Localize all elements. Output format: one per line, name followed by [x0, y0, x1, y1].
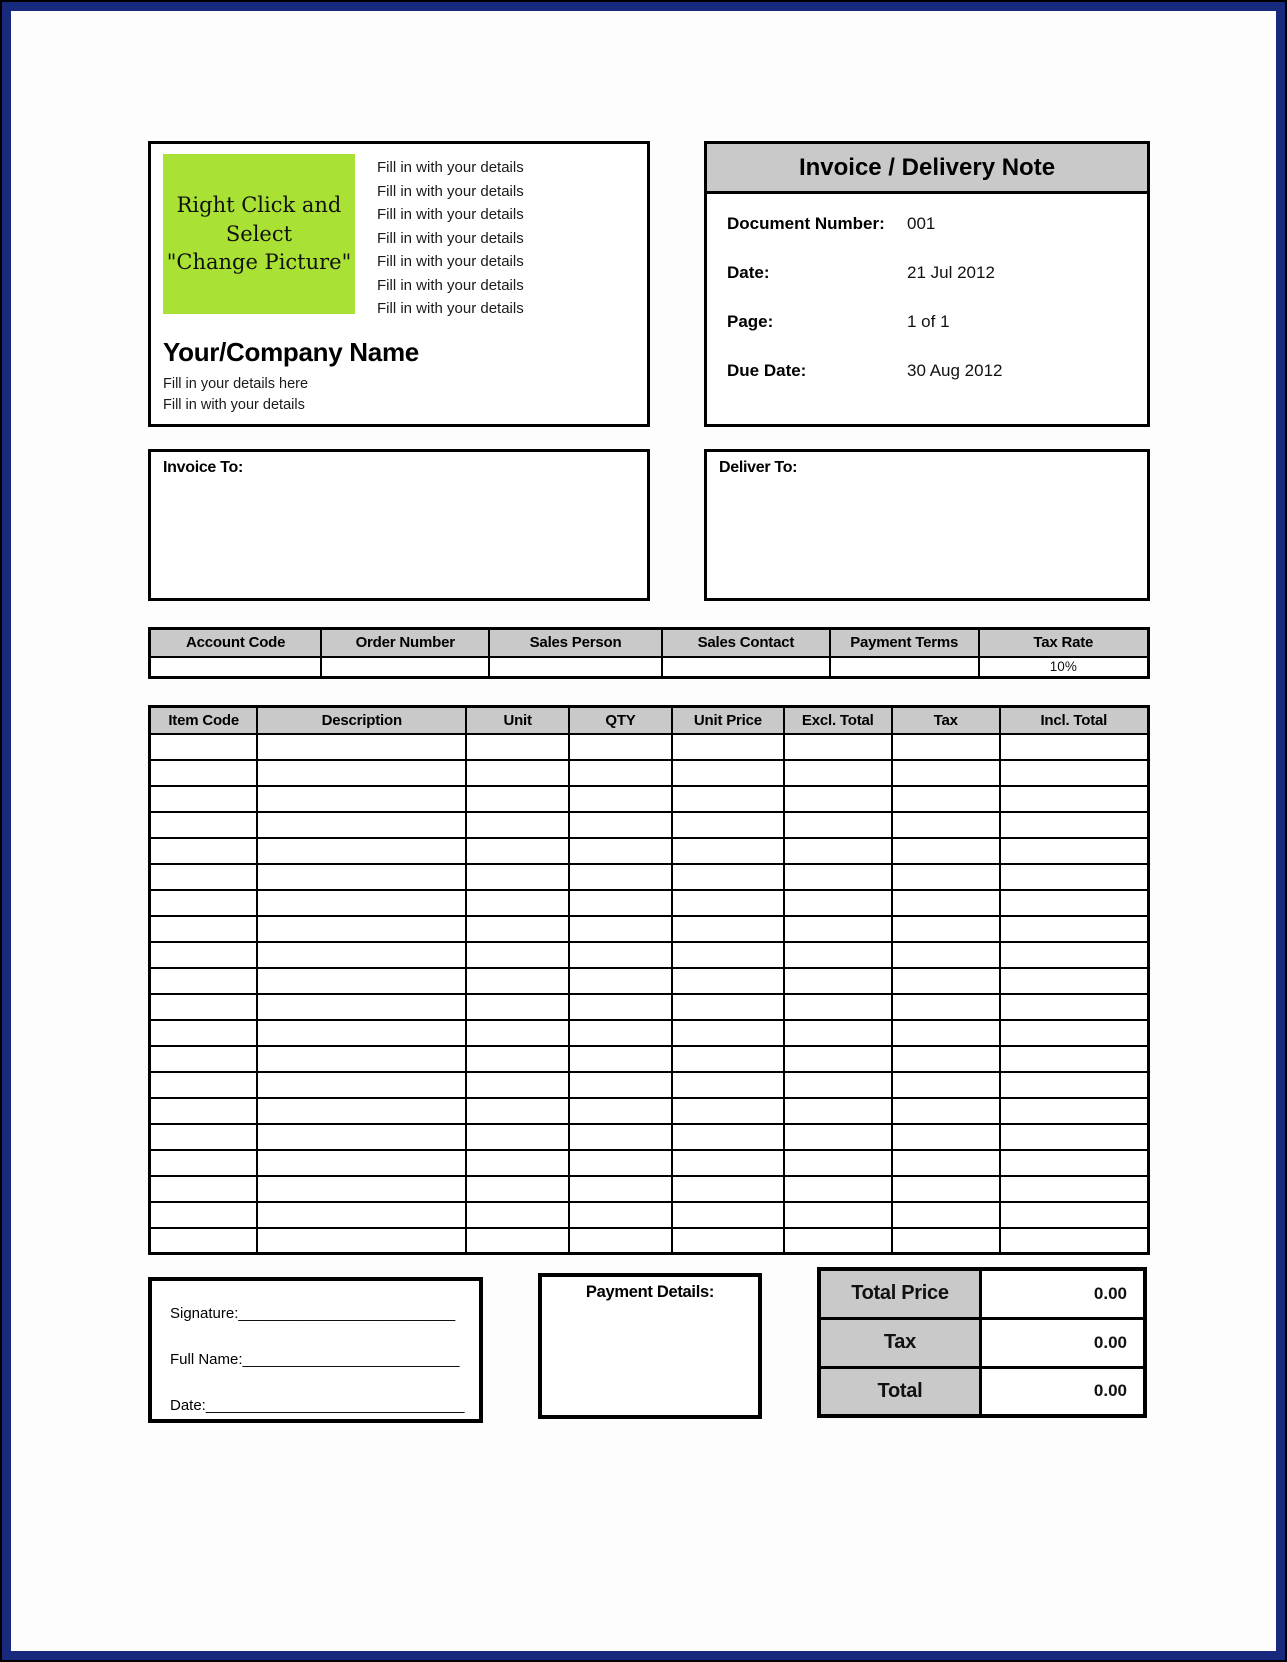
unit-cell — [466, 812, 569, 838]
deliver-to-box — [704, 449, 1150, 601]
placeholder-image-text-line: Select — [225, 221, 293, 246]
unit-price-cell — [672, 1150, 784, 1176]
description-cell — [257, 994, 466, 1020]
signature-box — [148, 1277, 483, 1423]
incl-total-cell — [1000, 1072, 1149, 1098]
document-header-box — [704, 141, 1150, 427]
qty-cell — [569, 864, 672, 890]
qty-cell — [569, 838, 672, 864]
tax-cell — [892, 1124, 1000, 1150]
unit-cell — [466, 916, 569, 942]
account-terms-header-row — [150, 629, 1149, 657]
unit-cell — [466, 1020, 569, 1046]
document-field-row — [727, 361, 1147, 410]
totals-row — [819, 1318, 1145, 1367]
line-items-header-cell: Incl. Total — [1000, 707, 1149, 734]
line-item-row — [150, 812, 1149, 838]
unit-price-cell — [672, 838, 784, 864]
excl-total-cell — [784, 994, 892, 1020]
qty-cell — [569, 1228, 672, 1254]
incl-total-cell — [1000, 786, 1149, 812]
line-item-row — [150, 786, 1149, 812]
company-name: Your/Company Name — [163, 336, 419, 367]
unit-price-cell — [672, 994, 784, 1020]
qty-cell — [569, 1072, 672, 1098]
company-detail-line: Fill in with your details — [377, 182, 524, 200]
totals-table — [817, 1267, 1147, 1418]
tax-cell — [892, 1176, 1000, 1202]
payment-details-label: Payment Details: — [585, 1283, 715, 1301]
tax-cell — [892, 1202, 1000, 1228]
description-cell — [257, 916, 466, 942]
line-items-header-cell: Description — [257, 707, 466, 734]
qty-cell — [569, 1150, 672, 1176]
company-detail-line: Fill in with your details — [377, 159, 524, 176]
unit-cell — [466, 734, 569, 760]
unit-price-cell — [672, 1228, 784, 1254]
description-cell — [257, 1072, 466, 1098]
item-code-cell — [150, 838, 258, 864]
company-header-box — [148, 141, 650, 427]
unit-cell — [466, 1046, 569, 1072]
document-field-row — [727, 263, 1147, 312]
qty-cell — [569, 1098, 672, 1124]
company-detail-line: Fill in with your details — [377, 206, 524, 223]
totals-row — [819, 1269, 1145, 1318]
document-field-value: 21 Jul 2012 — [907, 263, 995, 282]
unit-cell — [466, 1098, 569, 1124]
line-item-row — [150, 968, 1149, 994]
unit-cell — [466, 1228, 569, 1254]
unit-price-cell — [672, 1124, 784, 1150]
tax-cell — [892, 864, 1000, 890]
totals-row-value: 0.00 — [980, 1318, 1145, 1367]
unit-cell — [466, 994, 569, 1020]
unit-cell — [466, 968, 569, 994]
unit-price-cell — [672, 812, 784, 838]
item-code-cell — [150, 1202, 258, 1228]
unit-cell — [466, 1124, 569, 1150]
unit-cell — [466, 760, 569, 786]
line-item-row — [150, 1072, 1149, 1098]
change-picture-placeholder-image — [163, 154, 355, 314]
document-field-value: 30 Aug 2012 — [907, 361, 1003, 380]
account-terms-data-row — [150, 657, 1149, 678]
document-field-row — [727, 312, 1147, 361]
incl-total-cell — [1000, 1228, 1149, 1254]
excl-total-cell — [784, 786, 892, 812]
account-terms-data-cell — [662, 657, 830, 678]
account-terms-data-cell — [830, 657, 979, 678]
line-item-row — [150, 890, 1149, 916]
line-items-header-cell: Tax — [892, 707, 1000, 734]
line-item-row — [150, 838, 1149, 864]
totals-table-wrap — [817, 1267, 1147, 1418]
incl-total-cell — [1000, 760, 1149, 786]
item-code-cell — [150, 994, 258, 1020]
placeholder-image-text-line: "Change Picture" — [166, 250, 352, 275]
document-title: Invoice / Delivery Note — [707, 144, 1147, 194]
totals-row-label: Total Price — [819, 1269, 980, 1318]
line-items-header-cell: Excl. Total — [784, 707, 892, 734]
account-terms-header-cell: Tax Rate — [979, 629, 1149, 657]
account-terms-data-cell — [321, 657, 489, 678]
incl-total-cell — [1000, 1176, 1149, 1202]
tax-cell — [892, 812, 1000, 838]
line-item-row — [150, 1202, 1149, 1228]
qty-cell — [569, 786, 672, 812]
account-terms-header-cell: Sales Person — [489, 629, 662, 657]
excl-total-cell — [784, 760, 892, 786]
incl-total-cell — [1000, 1150, 1149, 1176]
excl-total-cell — [784, 812, 892, 838]
account-terms-table — [148, 627, 1150, 679]
payment-details-box — [538, 1273, 762, 1419]
invoice-to-label: Invoice To: — [163, 459, 243, 476]
tax-cell — [892, 942, 1000, 968]
qty-cell — [569, 1124, 672, 1150]
unit-price-cell — [672, 916, 784, 942]
company-detail-line: Fill in with your details — [377, 300, 524, 317]
description-cell — [257, 1124, 466, 1150]
account-terms-header-cell: Order Number — [321, 629, 489, 657]
item-code-cell — [150, 812, 258, 838]
document-field-value: 1 of 1 — [907, 312, 950, 331]
incl-total-cell — [1000, 916, 1149, 942]
qty-cell — [569, 1020, 672, 1046]
item-code-cell — [150, 1124, 258, 1150]
incl-total-cell — [1000, 864, 1149, 890]
incl-total-cell — [1000, 1046, 1149, 1072]
account-terms-data-cell — [150, 657, 322, 678]
unit-price-cell — [672, 890, 784, 916]
line-items-header-cell: Item Code — [150, 707, 258, 734]
description-cell — [257, 864, 466, 890]
item-code-cell — [150, 1176, 258, 1202]
invoice-to-box — [148, 449, 650, 601]
item-code-cell — [150, 1098, 258, 1124]
qty-cell — [569, 916, 672, 942]
description-cell — [257, 1202, 466, 1228]
unit-cell — [466, 864, 569, 890]
incl-total-cell — [1000, 1098, 1149, 1124]
totals-row-label: Total — [819, 1367, 980, 1416]
line-item-row — [150, 942, 1149, 968]
qty-cell — [569, 1202, 672, 1228]
document-field-label: Page: — [727, 312, 774, 331]
excl-total-cell — [784, 1176, 892, 1202]
excl-total-cell — [784, 890, 892, 916]
excl-total-cell — [784, 734, 892, 760]
line-item-row — [150, 1228, 1149, 1254]
line-item-row — [150, 994, 1149, 1020]
item-code-cell — [150, 1046, 258, 1072]
company-sub-lines — [163, 374, 635, 416]
incl-total-cell — [1000, 942, 1149, 968]
description-cell — [257, 1150, 466, 1176]
line-items-body — [150, 734, 1149, 1254]
description-cell — [257, 760, 466, 786]
excl-total-cell — [784, 1072, 892, 1098]
unit-cell — [466, 786, 569, 812]
account-terms-table-wrap — [148, 627, 1150, 679]
line-items-header-cell: QTY — [569, 707, 672, 734]
company-sub-line: Fill in your details here — [163, 375, 309, 392]
excl-total-cell — [784, 838, 892, 864]
qty-cell — [569, 1176, 672, 1202]
company-sub-line: Fill in with your details — [163, 396, 305, 413]
incl-total-cell — [1000, 812, 1149, 838]
account-terms-header-cell: Sales Contact — [662, 629, 830, 657]
line-items-table — [148, 705, 1150, 1255]
item-code-cell — [150, 1020, 258, 1046]
unit-price-cell — [672, 1176, 784, 1202]
unit-price-cell — [672, 942, 784, 968]
line-item-row — [150, 1098, 1149, 1124]
company-detail-line: Fill in with your details — [377, 276, 524, 294]
incl-total-cell — [1000, 1124, 1149, 1150]
tax-cell — [892, 734, 1000, 760]
item-code-cell — [150, 942, 258, 968]
line-item-row — [150, 916, 1149, 942]
line-items-header-cell: Unit Price — [672, 707, 784, 734]
description-cell — [257, 838, 466, 864]
unit-cell — [466, 890, 569, 916]
account-terms-header-cell: Payment Terms — [830, 629, 979, 657]
description-cell — [257, 968, 466, 994]
description-cell — [257, 890, 466, 916]
tax-cell — [892, 968, 1000, 994]
qty-cell — [569, 812, 672, 838]
item-code-cell — [150, 864, 258, 890]
incl-total-cell — [1000, 1202, 1149, 1228]
account-terms-header-cell: Account Code — [150, 629, 322, 657]
unit-cell — [466, 942, 569, 968]
incl-total-cell — [1000, 890, 1149, 916]
account-terms-data-cell: 10% — [979, 657, 1149, 678]
company-detail-line: Fill in with your details — [377, 253, 524, 270]
line-item-row — [150, 1176, 1149, 1202]
totals-row-label: Tax — [819, 1318, 980, 1367]
item-code-cell — [150, 1150, 258, 1176]
line-item-row — [150, 760, 1149, 786]
description-cell — [257, 1020, 466, 1046]
item-code-cell — [150, 734, 258, 760]
excl-total-cell — [784, 916, 892, 942]
item-code-cell — [150, 968, 258, 994]
qty-cell — [569, 942, 672, 968]
unit-price-cell — [672, 864, 784, 890]
company-detail-line: Fill in with your details — [377, 229, 524, 247]
totals-row — [819, 1367, 1145, 1416]
excl-total-cell — [784, 1124, 892, 1150]
tax-cell — [892, 1046, 1000, 1072]
excl-total-cell — [784, 968, 892, 994]
tax-cell — [892, 786, 1000, 812]
qty-cell — [569, 760, 672, 786]
line-item-row — [150, 1020, 1149, 1046]
account-terms-data-cell — [489, 657, 662, 678]
item-code-cell — [150, 786, 258, 812]
description-cell — [257, 812, 466, 838]
excl-total-cell — [784, 1046, 892, 1072]
unit-price-cell — [672, 1046, 784, 1072]
document-field-label: Date: — [727, 263, 770, 282]
line-items-header-cell: Unit — [466, 707, 569, 734]
signature-line: Signature:__________________________ — [170, 1305, 456, 1322]
tax-cell — [892, 916, 1000, 942]
excl-total-cell — [784, 942, 892, 968]
tax-cell — [892, 1098, 1000, 1124]
incl-total-cell — [1000, 994, 1149, 1020]
unit-price-cell — [672, 1098, 784, 1124]
item-code-cell — [150, 916, 258, 942]
description-cell — [257, 1228, 466, 1254]
line-item-row — [150, 1124, 1149, 1150]
excl-total-cell — [784, 1098, 892, 1124]
unit-price-cell — [672, 734, 784, 760]
qty-cell — [569, 1046, 672, 1072]
excl-total-cell — [784, 1202, 892, 1228]
incl-total-cell — [1000, 838, 1149, 864]
unit-cell — [466, 1176, 569, 1202]
unit-price-cell — [672, 1020, 784, 1046]
excl-total-cell — [784, 864, 892, 890]
description-cell — [257, 1098, 466, 1124]
incl-total-cell — [1000, 734, 1149, 760]
deliver-to-label: Deliver To: — [719, 459, 798, 476]
tax-cell — [892, 890, 1000, 916]
company-header-top — [163, 154, 635, 321]
document-fields — [707, 194, 1147, 410]
description-cell — [257, 786, 466, 812]
document-field-label: Due Date: — [727, 361, 807, 380]
totals-row-value: 0.00 — [980, 1269, 1145, 1318]
qty-cell — [569, 994, 672, 1020]
document-field-label: Document Number: — [727, 214, 885, 233]
item-code-cell — [150, 890, 258, 916]
totals-row-value: 0.00 — [980, 1367, 1145, 1416]
description-cell — [257, 734, 466, 760]
unit-price-cell — [672, 968, 784, 994]
excl-total-cell — [784, 1150, 892, 1176]
qty-cell — [569, 968, 672, 994]
item-code-cell — [150, 760, 258, 786]
qty-cell — [569, 734, 672, 760]
excl-total-cell — [784, 1228, 892, 1254]
incl-total-cell — [1000, 968, 1149, 994]
unit-price-cell — [672, 1202, 784, 1228]
line-items-table-wrap — [148, 705, 1150, 1255]
tax-cell — [892, 994, 1000, 1020]
tax-cell — [892, 838, 1000, 864]
unit-cell — [466, 838, 569, 864]
tax-cell — [892, 1228, 1000, 1254]
unit-price-cell — [672, 1072, 784, 1098]
document-field-row — [727, 214, 1147, 263]
tax-cell — [892, 760, 1000, 786]
line-item-row — [150, 1150, 1149, 1176]
signature-line: Full Name:__________________________ — [170, 1351, 460, 1368]
unit-cell — [466, 1202, 569, 1228]
description-cell — [257, 1046, 466, 1072]
invoice-template-sheet — [11, 11, 1276, 1651]
tax-cell — [892, 1072, 1000, 1098]
unit-price-cell — [672, 786, 784, 812]
description-cell — [257, 1176, 466, 1202]
document-field-value: 001 — [907, 214, 936, 233]
company-detail-lines — [377, 154, 524, 321]
qty-cell — [569, 890, 672, 916]
item-code-cell — [150, 1228, 258, 1254]
signature-line: Date:_______________________________ — [170, 1397, 465, 1414]
line-items-header-row — [150, 707, 1149, 734]
unit-cell — [466, 1072, 569, 1098]
excl-total-cell — [784, 1020, 892, 1046]
unit-cell — [466, 1150, 569, 1176]
placeholder-image-text-line: Right Click and — [176, 193, 342, 218]
tax-cell — [892, 1150, 1000, 1176]
line-item-row — [150, 734, 1149, 760]
description-cell — [257, 942, 466, 968]
incl-total-cell — [1000, 1020, 1149, 1046]
item-code-cell — [150, 1072, 258, 1098]
unit-price-cell — [672, 760, 784, 786]
line-item-row — [150, 864, 1149, 890]
line-item-row — [150, 1046, 1149, 1072]
tax-cell — [892, 1020, 1000, 1046]
